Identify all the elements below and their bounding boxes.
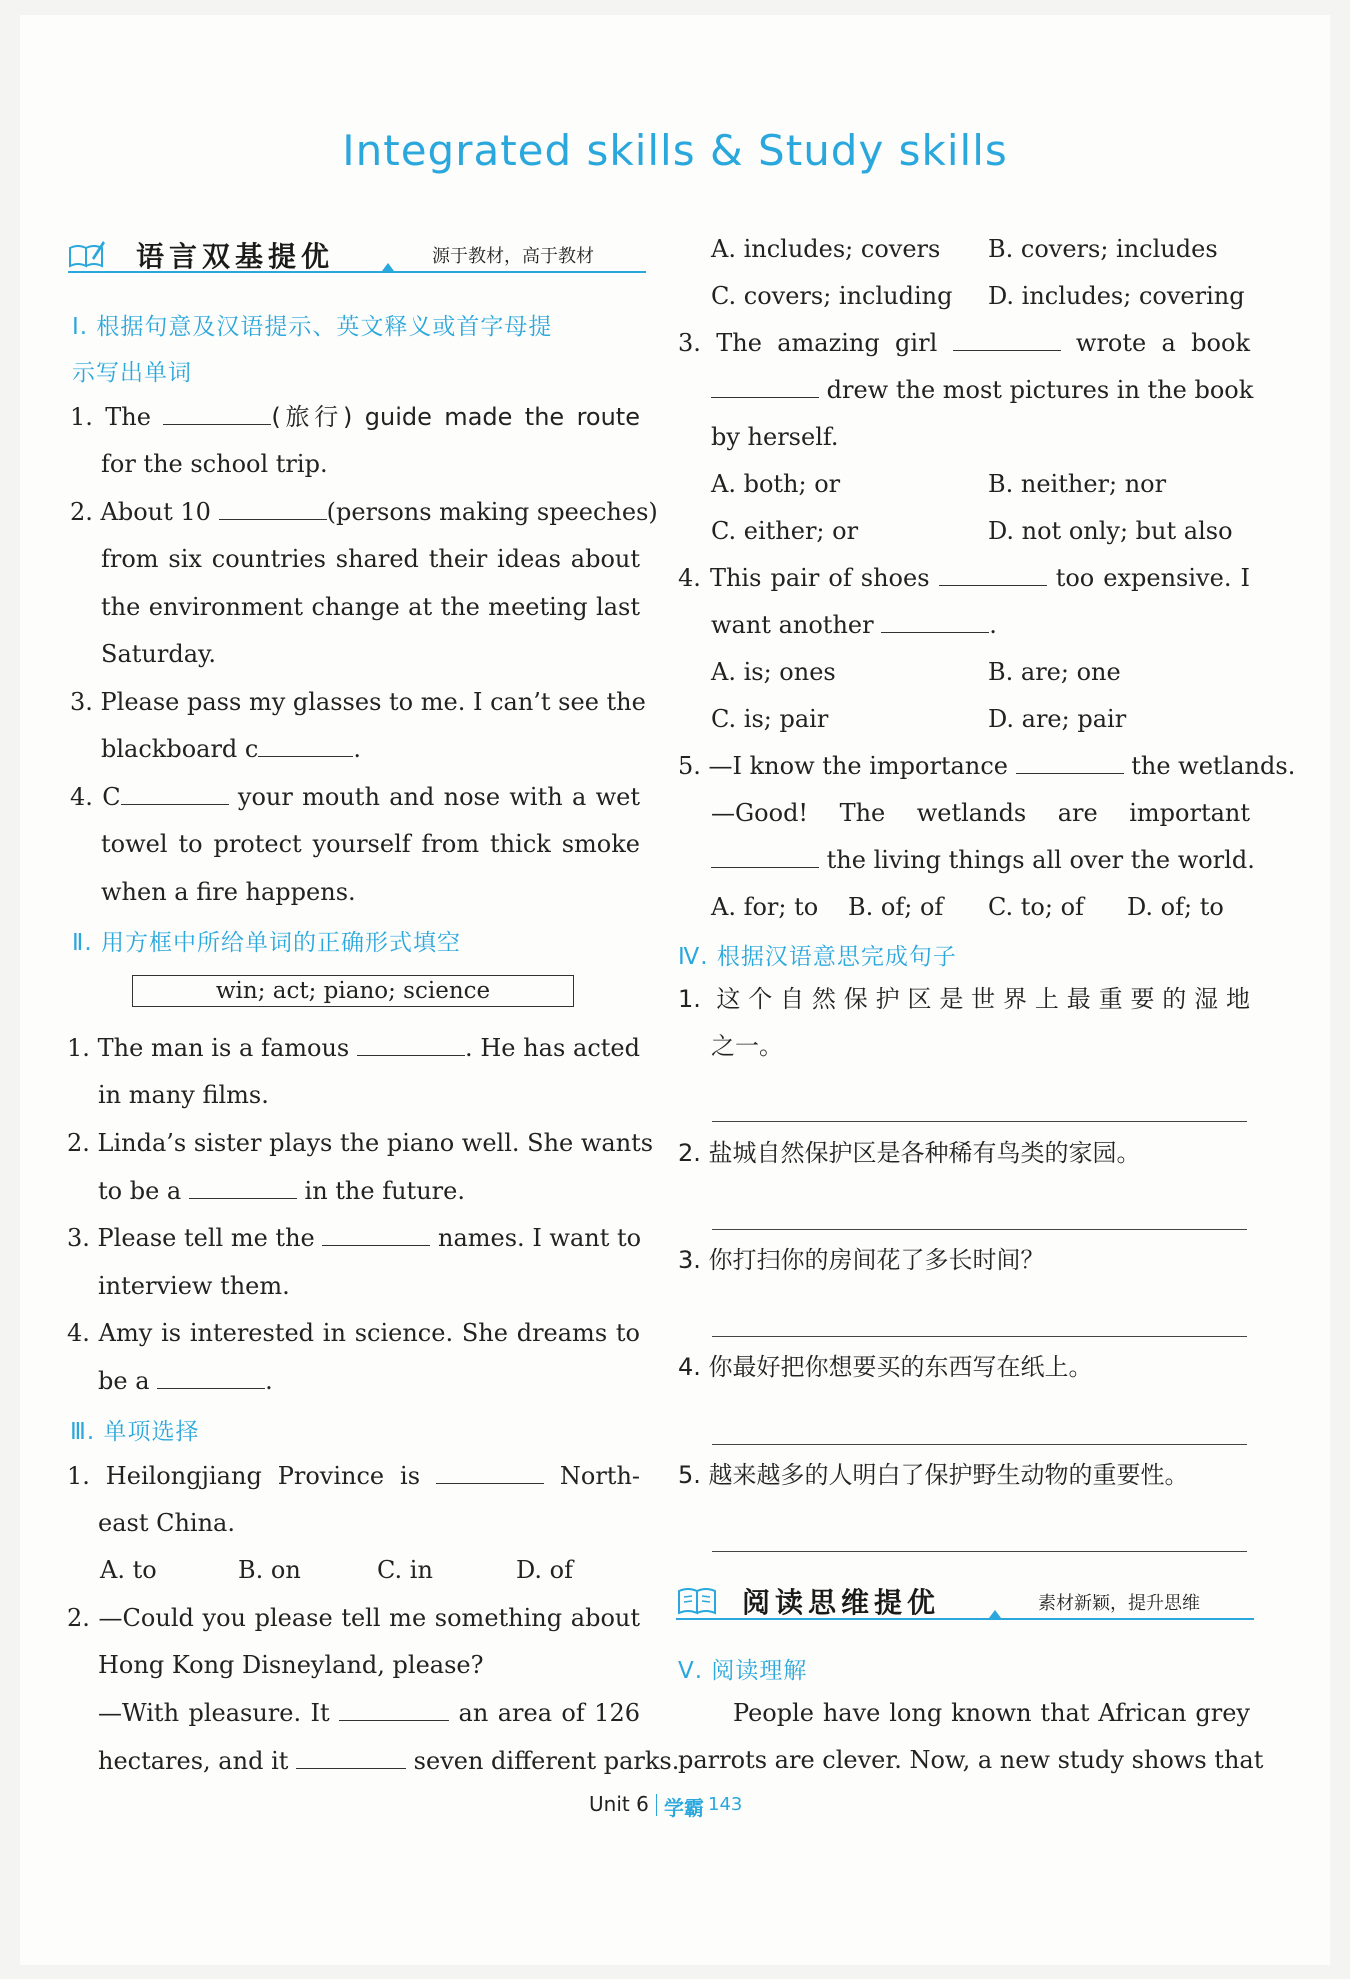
reading-paragraph-line: People have long known that African grey xyxy=(733,1699,1250,1727)
section-heading: Ⅰ. 根据句意及汉语提示、英文释义或首字母提 xyxy=(72,314,553,340)
header-underline xyxy=(68,271,646,273)
question-line: from six countries shared their ideas about xyxy=(101,545,640,573)
question-line: 之一。 xyxy=(711,1032,783,1060)
option-a[interactable]: A. to xyxy=(100,1556,157,1584)
question-line: 2. —Could you please tell me something about xyxy=(67,1604,640,1632)
section-heading-cont: 示写出单词 xyxy=(72,360,192,386)
header-marker xyxy=(989,1610,1001,1618)
question-line: 4. 你最好把你想要买的东西写在纸上。 xyxy=(678,1353,1093,1381)
question-line: 4. C your mouth and nose with a wet xyxy=(70,783,640,811)
question-line: 2. About 10 (persons making speeches) xyxy=(70,498,658,526)
option-a[interactable]: A. for; to xyxy=(711,893,819,921)
option-c[interactable]: C. covers; including xyxy=(711,282,953,310)
option-d[interactable]: D. are; pair xyxy=(988,705,1127,733)
word-box: win; act; piano; science xyxy=(132,975,574,1007)
option-a[interactable]: A. is; ones xyxy=(711,658,836,686)
option-a[interactable]: A. includes; covers xyxy=(711,235,941,263)
question-line: the living things all over the world. xyxy=(711,845,1250,875)
question-line: to be a in the future. xyxy=(98,1177,465,1205)
header-marker xyxy=(382,263,394,271)
question-line: Hong Kong Disneyland, please? xyxy=(98,1651,484,1679)
question-line: when a fire happens. xyxy=(101,878,356,906)
question-line: be a . xyxy=(98,1367,273,1395)
question-line: 5. —I know the importance the wetlands. xyxy=(678,752,1296,780)
question-line: 2. 盐城自然保护区是各种稀有鸟类的家园。 xyxy=(678,1139,1141,1167)
section-heading: Ⅳ. 根据汉语意思完成句子 xyxy=(678,944,957,970)
option-c[interactable]: C. is; pair xyxy=(711,705,829,733)
header-underline xyxy=(676,1618,1254,1620)
footer-page-number: 143 xyxy=(708,1794,743,1815)
section-heading: Ⅱ. 用方框中所给单词的正确形式填空 xyxy=(72,930,461,956)
option-b[interactable]: B. covers; includes xyxy=(988,235,1218,263)
question-line: blackboard c . xyxy=(101,735,361,763)
question-line: Saturday. xyxy=(101,640,216,668)
question-line: towel to protect yourself from thick smoke xyxy=(101,830,640,858)
question-line: 3. Please pass my glasses to me. I can’t see the xyxy=(70,688,646,716)
section-header-subtitle: 素材新颖，提升思维 xyxy=(1038,1593,1200,1614)
footer-brand: 学霸 xyxy=(664,1796,704,1820)
question-line: 3. 你打扫你的房间花了多长时间？ xyxy=(678,1246,1045,1274)
section-header-title: 阅读思维提优 xyxy=(742,1586,941,1619)
option-c[interactable]: C. either; or xyxy=(711,517,859,545)
option-d[interactable]: D. not only; but also xyxy=(988,517,1233,545)
answer-line[interactable] xyxy=(712,1336,1247,1337)
question-line: —Good! The wetlands are important xyxy=(711,799,1250,827)
question-line: in many films. xyxy=(98,1081,269,1109)
pencil-book-icon xyxy=(68,238,106,270)
option-b[interactable]: B. of; of xyxy=(848,893,944,921)
question-line: 2. Linda’s sister plays the piano well. She wants xyxy=(67,1129,654,1157)
section-heading: Ⅲ. 单项选择 xyxy=(70,1419,200,1445)
question-line: east China. xyxy=(98,1509,235,1537)
section-header-title: 语言双基提优 xyxy=(136,240,335,273)
question-line: 5. 越来越多的人明白了保护野生动物的重要性。 xyxy=(678,1461,1189,1489)
option-c[interactable]: C. in xyxy=(377,1556,433,1584)
open-book-icon xyxy=(677,1585,717,1617)
option-d[interactable]: D. of; to xyxy=(1127,893,1224,921)
footer-unit: Unit 6 xyxy=(589,1792,649,1816)
option-d[interactable]: D. of xyxy=(516,1556,573,1584)
option-c[interactable]: C. to; of xyxy=(988,893,1084,921)
question-line: want another . xyxy=(711,611,997,639)
question-line: 1. The (旅行) guide made the route xyxy=(70,403,640,431)
answer-line[interactable] xyxy=(712,1551,1247,1552)
reading-paragraph-line: parrots are clever. Now, a new study shows that xyxy=(678,1746,1264,1774)
question-line: 4. Amy is interested in science. She dreams to xyxy=(67,1319,640,1347)
question-line: 1. The man is a famous . He has acted xyxy=(67,1034,640,1062)
question-line: interview them. xyxy=(98,1272,290,1300)
question-line: the environment change at the meeting last xyxy=(101,593,640,621)
option-a[interactable]: A. both; or xyxy=(711,470,841,498)
question-line: for the school trip. xyxy=(101,450,328,478)
option-b[interactable]: B. are; one xyxy=(988,658,1121,686)
option-b[interactable]: B. neither; nor xyxy=(988,470,1167,498)
question-line: 1. 这个自然保护区是世界上最重要的湿地 xyxy=(678,985,1250,1013)
question-line: by herself. xyxy=(711,423,839,451)
question-line: 3. The amazing girl wrote a book xyxy=(678,329,1250,357)
section-heading: Ⅴ. 阅读理解 xyxy=(678,1658,808,1684)
answer-line[interactable] xyxy=(712,1229,1247,1230)
question-line: 1. Heilongjiang Province is North- xyxy=(67,1462,641,1490)
question-line: 3. Please tell me the names. I want to xyxy=(67,1224,642,1252)
option-d[interactable]: D. includes; covering xyxy=(988,282,1245,310)
footer-divider xyxy=(656,1794,657,1816)
option-b[interactable]: B. on xyxy=(238,1556,301,1584)
answer-line[interactable] xyxy=(712,1121,1247,1122)
question-line: 4. This pair of shoes too expensive. I xyxy=(678,564,1250,592)
question-line: —With pleasure. It an area of 126 xyxy=(98,1699,640,1727)
section-header-subtitle: 源于教材，高于教材 xyxy=(432,246,594,267)
page-title: Integrated skills & Study skills xyxy=(342,126,1008,175)
answer-line[interactable] xyxy=(712,1444,1247,1445)
question-line: drew the most pictures in the book xyxy=(711,375,1250,405)
question-line: hectares, and it seven different parks. xyxy=(98,1747,680,1775)
